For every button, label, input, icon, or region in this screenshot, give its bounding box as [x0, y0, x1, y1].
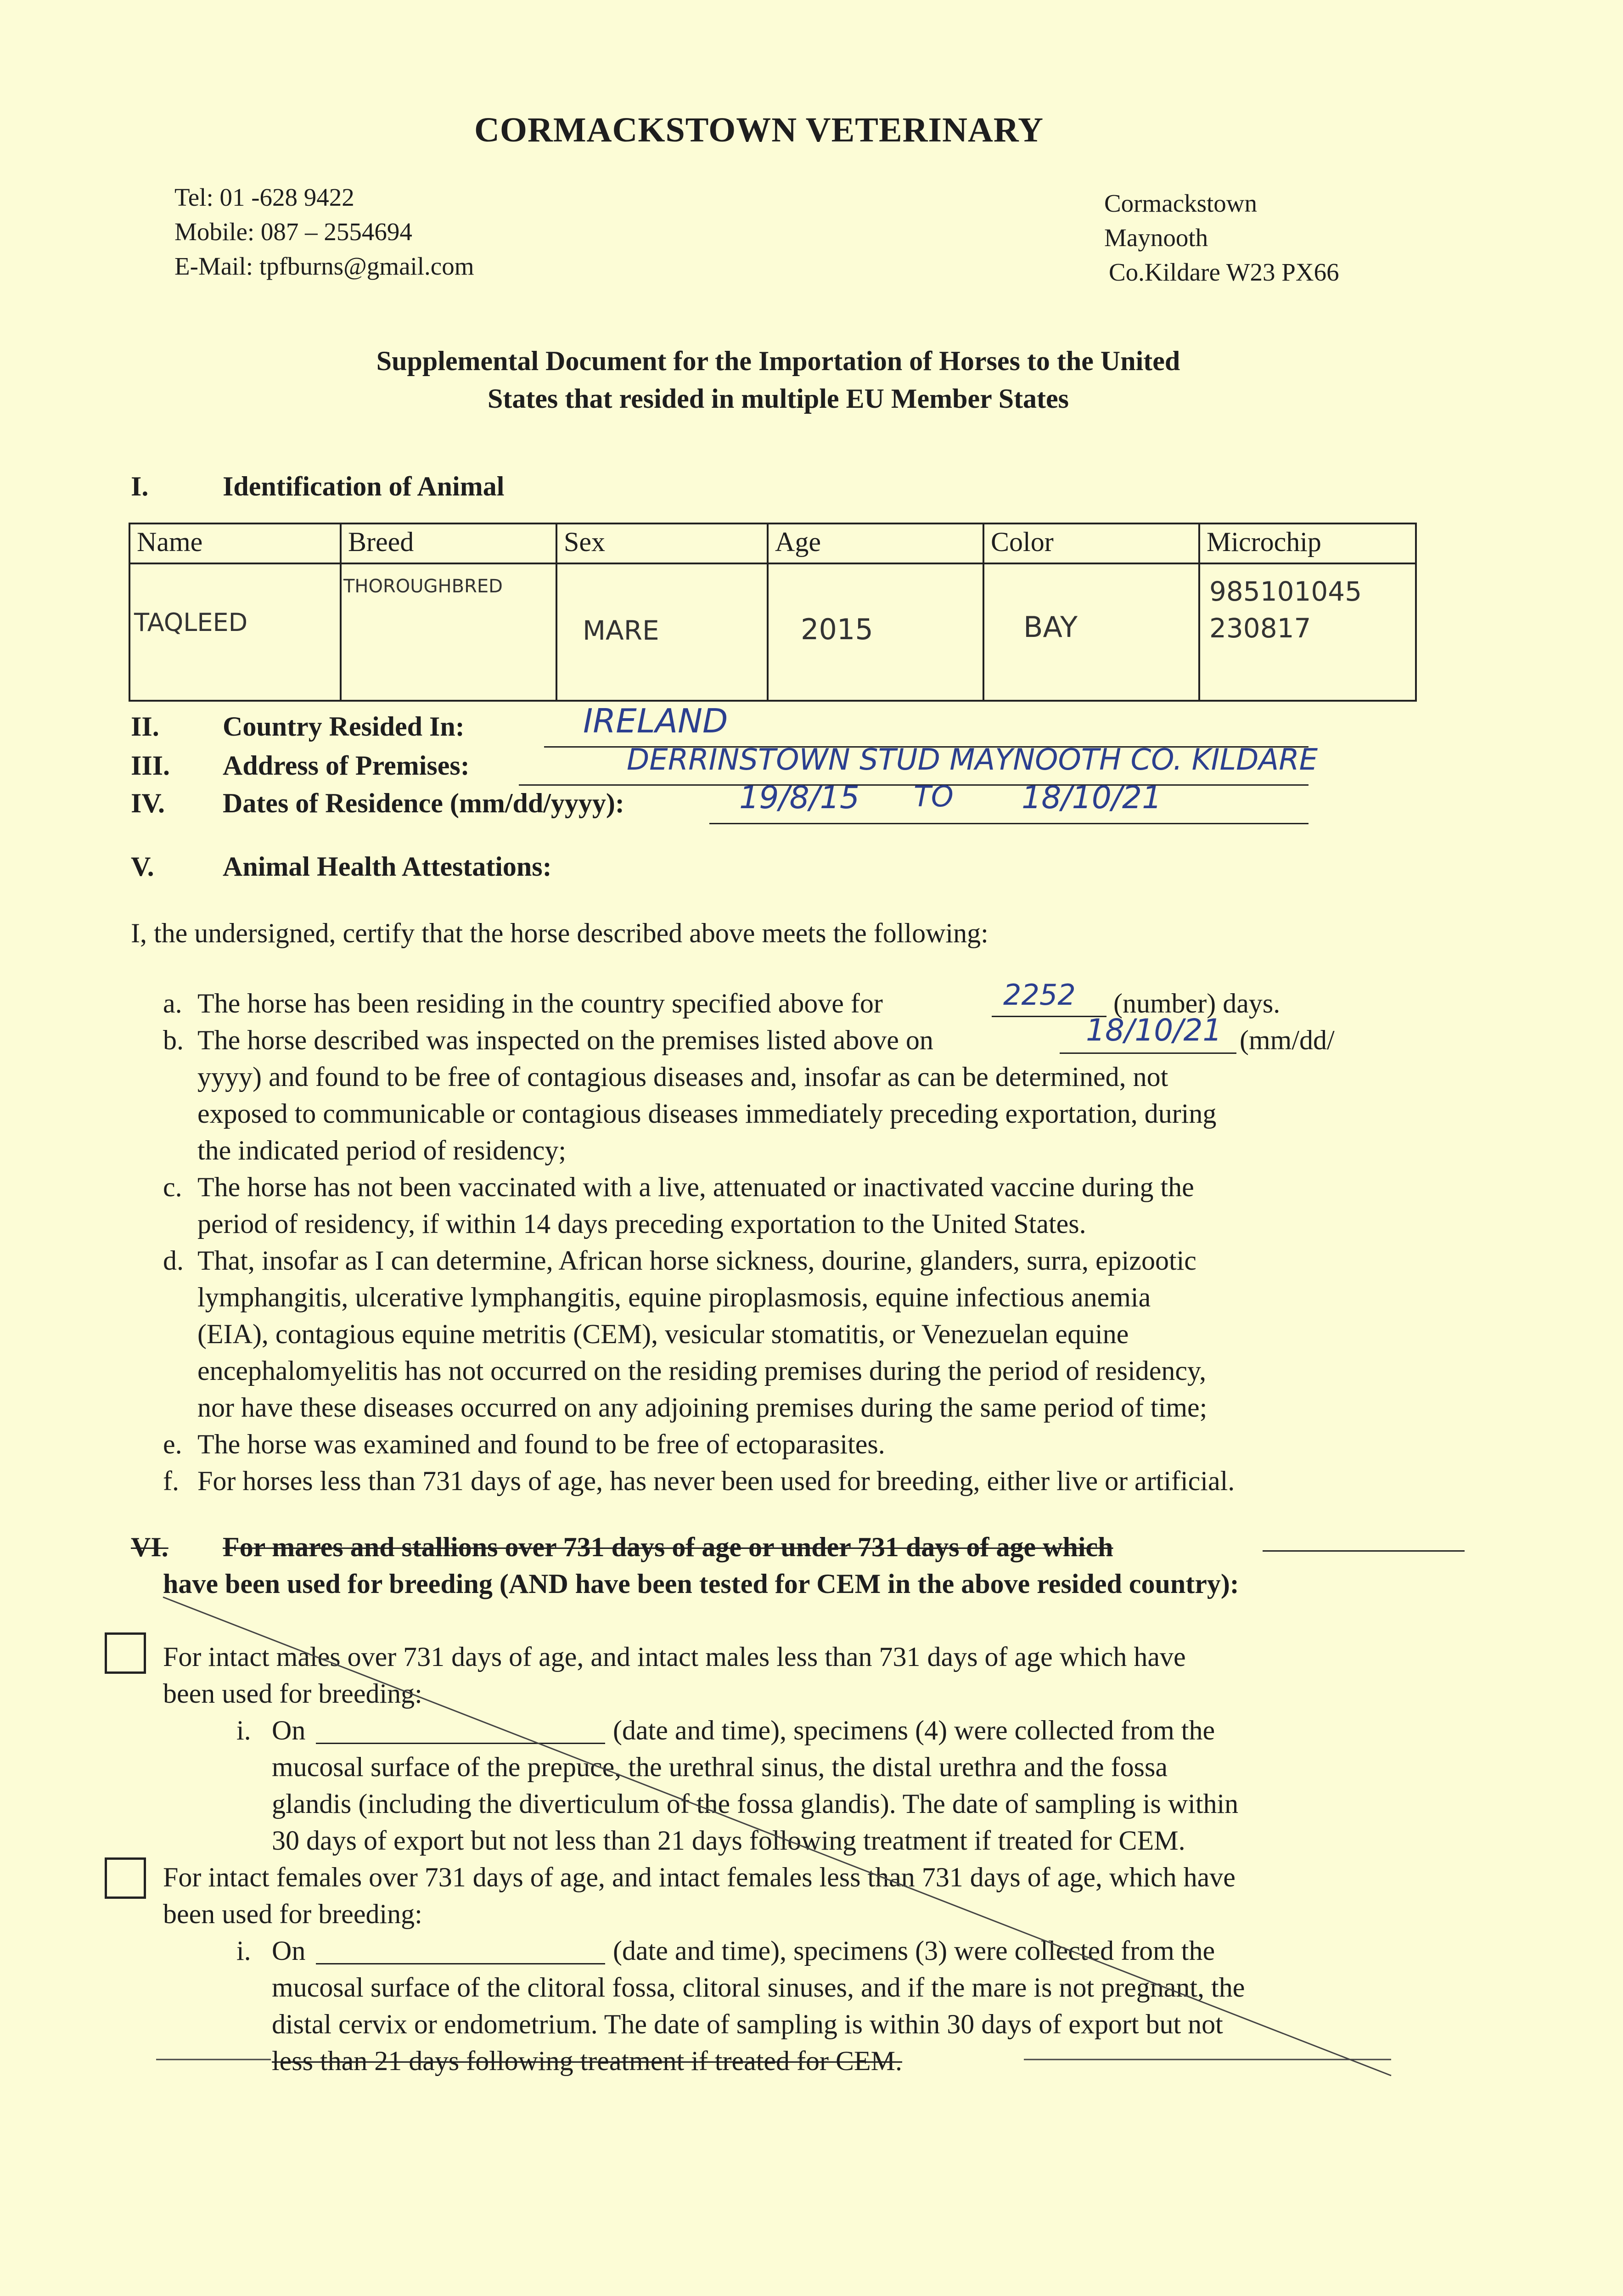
section2-label: Country Resided In:	[223, 711, 465, 742]
column-header-sex: Sex	[556, 523, 768, 563]
item-e-text: The horse was examined and found to be free of ectoparasites.	[197, 1429, 885, 1459]
section4-label: Dates of Residence (mm/dd/yyyy):	[223, 788, 624, 818]
item-a-text-before: The horse has been residing in the country specified above for	[197, 988, 883, 1019]
item-f-text: For horses less than 731 days of age, has never been used for breeding, either live or artificial.	[197, 1466, 1235, 1496]
diagonal-cancel-line	[163, 1597, 1391, 2076]
country-value: IRELAND	[583, 702, 728, 740]
section3-label: Address of Premises:	[223, 750, 470, 781]
item-a-text-after: (number) days.	[1113, 988, 1280, 1019]
value-microchip-line1: 985101045	[1209, 576, 1362, 607]
item-d-line4: encephalomyelitis has not occurred on the residing premises during the period of residency,	[197, 1356, 1207, 1386]
males-item-line3: glandis (including the diverticulum of the fossa glandis). The date of sampling is within	[272, 1789, 1239, 1819]
males-item-line2: mucosal surface of the prepuce, the urethral sinus, the distal urethra and the fossa	[272, 1752, 1168, 1782]
section6-numeral: VI.	[131, 1532, 168, 1562]
column-header-breed: Breed	[341, 523, 556, 563]
dates-to-value: 18/10/21	[1022, 780, 1162, 816]
females-item-on: On	[272, 1936, 306, 1966]
item-c-line1: The horse has not been vaccinated with a live, attenuated or inactivated vaccine during the	[197, 1172, 1194, 1202]
item-e-marker: e.	[163, 1429, 182, 1459]
females-item-line1-after: (date and time), specimens (3) were collected from the	[613, 1936, 1215, 1966]
contact-tel: Tel: 01 -628 9422	[174, 183, 354, 211]
contact-mobile: Mobile: 087 – 2554694	[174, 218, 412, 246]
value-microchip-line2: 230817	[1209, 613, 1311, 644]
clinic-title: CORMACKSTOWN VETERINARY	[474, 111, 1044, 149]
item-b-date-value: 18/10/21	[1086, 1013, 1222, 1048]
dates-to-word: TO	[914, 780, 954, 813]
males-line1: For intact males over 731 days of age, and intact males less than 731 days of age which have	[163, 1642, 1186, 1672]
value-age: 2015	[801, 613, 873, 646]
item-d-line2: lymphangitis, ulcerative lymphangitis, equine piroplasmosis, equine infectious anemia	[197, 1282, 1151, 1312]
item-d-line5: nor have these diseases occurred on any adjoining premises during the same period of time;	[197, 1392, 1207, 1423]
females-item-line2: mucosal surface of the clitoral fossa, clitoral sinuses, and if the mare is not pregnant, the	[272, 1972, 1245, 2003]
dates-from-value: 19/8/15	[739, 780, 860, 816]
item-a-days-value: 2252	[1003, 978, 1076, 1012]
column-header-microchip: Microchip	[1199, 523, 1416, 563]
males-line2: been used for breeding:	[163, 1678, 422, 1709]
section5-heading: Animal Health Attestations:	[223, 851, 552, 882]
value-name: TAQLEED	[134, 608, 248, 637]
males-item-line4: 30 days of export but not less than 21 days following treatment if treated for CEM.	[272, 1825, 1185, 1856]
clinic-address-line2: Maynooth	[1104, 224, 1208, 252]
item-c-line2: period of residency, if within 14 days preceding exportation to the United States.	[197, 1209, 1086, 1239]
document-title-line1: Supplemental Document for the Importation of Horses to the United	[376, 346, 1180, 376]
value-color: BAY	[1023, 610, 1078, 644]
females-line2: been used for breeding:	[163, 1899, 422, 1929]
section5-numeral: V.	[131, 851, 154, 882]
column-header-name: Name	[129, 523, 341, 563]
item-a-marker: a.	[163, 988, 182, 1019]
section6-heading-line1: For mares and stallions over 731 days of age or under 731 days of age which	[223, 1532, 1113, 1562]
males-item-line1-after: (date and time), specimens (4) were collected from the	[613, 1715, 1215, 1745]
document-title-line2: States that resided in multiple EU Member States	[487, 383, 1069, 414]
item-b-marker: b.	[163, 1025, 184, 1055]
section6-heading-line2: have been used for breeding (AND have been tested for CEM in the above resided country):	[163, 1569, 1239, 1599]
column-header-color: Color	[983, 523, 1199, 563]
clinic-address-line3: Co.Kildare W23 PX66	[1109, 258, 1339, 286]
item-b-line2: yyyy) and found to be free of contagious diseases and, insofar as can be determined, not	[197, 1062, 1168, 1092]
females-line1: For intact females over 731 days of age, and intact females less than 731 days of age, which have	[163, 1862, 1236, 1892]
clinic-address-line1: Cormackstown	[1104, 189, 1258, 217]
item-b-line4: the indicated period of residency;	[197, 1135, 567, 1165]
females-item-line3: distal cervix or endometrium. The date of sampling is within 30 days of export but not	[272, 2009, 1223, 2039]
item-d-marker: d.	[163, 1245, 184, 1276]
section3-numeral: III.	[131, 750, 170, 781]
item-b-line3: exposed to communicable or contagious diseases immediately preceding exportation, during	[197, 1098, 1217, 1129]
males-item-on: On	[272, 1715, 306, 1745]
section1-numeral: I.	[131, 471, 149, 501]
value-sex: MARE	[583, 615, 659, 646]
item-f-marker: f.	[163, 1466, 179, 1496]
value-breed: THOROUGHBRED	[343, 576, 503, 597]
item-d-line3: (EIA), contagious equine metritis (CEM), vesicular stomatitis, or Venezuelan equine	[197, 1319, 1129, 1349]
males-item-marker: i.	[236, 1715, 251, 1745]
address-value: DERRINSTOWN STUD MAYNOOTH CO. KILDARE	[627, 743, 1318, 777]
attestation-intro: I, the undersigned, certify that the horse described above meets the following:	[131, 918, 988, 948]
section2-numeral: II.	[131, 711, 159, 742]
section1-heading: Identification of Animal	[223, 471, 505, 501]
column-header-age: Age	[768, 523, 983, 563]
item-b-line1-after: (mm/dd/	[1240, 1025, 1335, 1055]
item-d-line1: That, insofar as I can determine, African horse sickness, dourine, glanders, surra, epizootic	[197, 1245, 1196, 1276]
section4-numeral: IV.	[131, 788, 165, 818]
item-c-marker: c.	[163, 1172, 182, 1202]
contact-email: E-Mail: tpfburns@gmail.com	[174, 252, 474, 280]
females-item-marker: i.	[236, 1936, 251, 1966]
females-item-line4: less than 21 days following treatment if treated for CEM.	[272, 2046, 902, 2076]
item-b-line1-before: The horse described was inspected on the premises listed above on	[197, 1025, 933, 1055]
